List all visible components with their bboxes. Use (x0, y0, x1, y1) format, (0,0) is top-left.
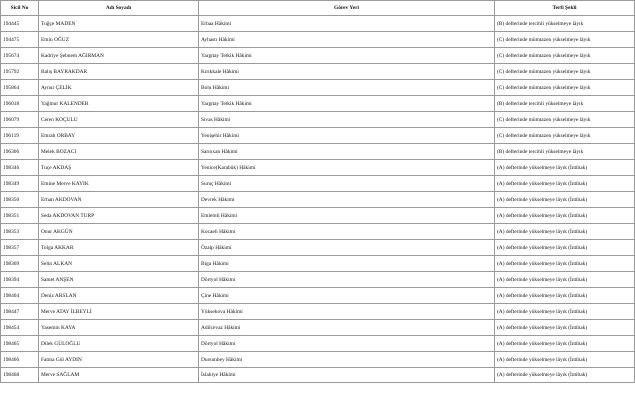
table-row (1, 336, 635, 352)
promotion-type-cell: (C) defterinde mümtazen yükselmeye lâyık (495, 48, 635, 64)
sicil-no-cell: 195674 (1, 48, 39, 64)
sicil-no-cell: 196018 (1, 96, 39, 112)
column-header-sicil: Sicil No (1, 1, 39, 16)
duty-station-cell: Devrek Hâkimi (199, 192, 495, 208)
promotion-type-cell: (A) defterinde yükselmeye lâyık (İntibak) (495, 320, 635, 336)
table-row (1, 160, 635, 176)
full-name-cell: Onur AKGÜN (39, 224, 199, 240)
full-name-cell: Ceren KOÇULU (39, 112, 199, 128)
duty-station-cell: Ayhastı Hâkimi (199, 32, 495, 48)
duty-station-cell: Dörtyol Hâkimi (199, 272, 495, 288)
full-name-cell: Kadriye Şebnem AĞIRMAN (39, 48, 199, 64)
promotion-type-cell: (C) defterinde mümtazen yükselmeye lâyık (495, 80, 635, 96)
full-name-cell: Fatma Gül AYDIN (39, 352, 199, 368)
sicil-no-cell: 196079 (1, 112, 39, 128)
duty-station-cell: Adilcevaz Hâkimi (199, 320, 495, 336)
sicil-no-cell: 198369 (1, 256, 39, 272)
duty-station-cell: Kırıkkale Hâkimi (199, 64, 495, 80)
table-row (1, 288, 635, 304)
promotion-type-cell: (A) defterinde yükselmeye lâyık (İntibak) (495, 256, 635, 272)
table-body (1, 16, 635, 383)
sicil-no-cell: 198353 (1, 224, 39, 240)
promotion-type-cell: (A) defterinde yükselmeye lâyık (İntibak) (495, 224, 635, 240)
sicil-no-cell: 198454 (1, 320, 39, 336)
duty-station-cell: Yargıtay Tetkik Hâkimi (199, 48, 495, 64)
promotion-type-cell: (A) defterinde yükselmeye lâyık (İntibak) (495, 336, 635, 352)
sicil-no-cell: 198404 (1, 288, 39, 304)
duty-station-cell: Suruç Hâkimi (199, 176, 495, 192)
sicil-no-cell: 198466 (1, 352, 39, 368)
promotion-type-cell: (A) defterinde yükselmeye lâyık (İntibak) (495, 304, 635, 320)
promotion-type-cell: (A) defterinde yükselmeye lâyık (İntibak) (495, 288, 635, 304)
table-row (1, 16, 635, 32)
promotion-type-cell: (A) defterinde yükselmeye lâyık (İntibak) (495, 352, 635, 368)
full-name-cell: Tuğçe MADEN (39, 16, 199, 32)
table-row (1, 256, 635, 272)
duty-station-cell: İslahiye Hâkimi (199, 368, 495, 383)
full-name-cell: Emrah ORBAY (39, 128, 199, 144)
table-row (1, 80, 635, 96)
full-name-cell: Emin OĞUZ (39, 32, 199, 48)
duty-station-cell: Yenice(Karabük) Hâkimi (199, 160, 495, 176)
sicil-no-cell: 198447 (1, 304, 39, 320)
promotion-type-cell: (B) defterinde tercihli yükselmeye lâyık (495, 96, 635, 112)
duty-station-cell: Yenişehir Hâkimi (199, 128, 495, 144)
table-row (1, 48, 635, 64)
promotion-type-cell: (A) defterinde yükselmeye lâyık (İntibak) (495, 240, 635, 256)
full-name-cell: Emine Merve KAYIK (39, 176, 199, 192)
sicil-no-cell: 194475 (1, 32, 39, 48)
column-header-form: Terfi Şekli (495, 1, 635, 16)
duty-station-cell: Sarıoxan Hâkimi (199, 144, 495, 160)
full-name-cell: Erhan AKDOVAN (39, 192, 199, 208)
full-name-cell: Selin ALKAN (39, 256, 199, 272)
column-header-name: Adı Soyadı (39, 1, 199, 16)
table-row (1, 320, 635, 336)
duty-station-cell: Yüksekova Hâkimi (199, 304, 495, 320)
sicil-no-cell: 194445 (1, 16, 39, 32)
table-row (1, 304, 635, 320)
sicil-no-cell: 196119 (1, 128, 39, 144)
duty-station-cell: Bolu Hâkimi (199, 80, 495, 96)
sicil-no-cell: 198351 (1, 208, 39, 224)
sicil-no-cell: 198468 (1, 368, 39, 383)
full-name-cell: Merve SAĞLAM (39, 368, 199, 383)
full-name-cell: Tolga AKKAR (39, 240, 199, 256)
sicil-no-cell: 198394 (1, 272, 39, 288)
table-header-row (1, 1, 635, 16)
duty-station-cell: Emlemli Hâkimi (199, 208, 495, 224)
table-row (1, 112, 635, 128)
duty-station-cell: Sivas Hâkimi (199, 112, 495, 128)
full-name-cell: Aynur ÇELİK (39, 80, 199, 96)
full-name-cell: Samet ANŞEN (39, 272, 199, 288)
full-name-cell: Dilek GÜLOĞLU (39, 336, 199, 352)
table-row (1, 240, 635, 256)
duty-station-cell: Çine Hâkimi (199, 288, 495, 304)
table-row (1, 128, 635, 144)
promotion-type-cell: (A) defterinde yükselmeye lâyık (İntibak) (495, 272, 635, 288)
duty-station-cell: Erbaa Hâkimi (199, 16, 495, 32)
duty-station-cell: Yargıtay Tetkik Hâkimi (199, 96, 495, 112)
promotion-type-cell: (A) defterinde yükselmeye lâyık (İntibak) (495, 176, 635, 192)
sicil-no-cell: 195792 (1, 64, 39, 80)
full-name-cell: Yağmur KALENDER (39, 96, 199, 112)
full-name-cell: Yasemin KAYA (39, 320, 199, 336)
sicil-no-cell: 196306 (1, 144, 39, 160)
promotion-type-cell: (A) defterinde yükselmeye lâyık (İntibak) (495, 192, 635, 208)
sicil-no-cell: 198350 (1, 192, 39, 208)
full-name-cell: Tuçe AKDAŞ (39, 160, 199, 176)
sicil-no-cell: 195864 (1, 80, 39, 96)
promotion-type-cell: (C) defterinde mümtazen yükselmeye lâyık (495, 32, 635, 48)
table-row (1, 64, 635, 80)
column-header-place: Görev Yeri (199, 1, 495, 16)
table-row (1, 96, 635, 112)
table-row (1, 272, 635, 288)
promotion-type-cell: (C) defterinde mümtazen yükselmeye lâyık (495, 112, 635, 128)
duty-station-cell: Dursunbey Hâkimi (199, 352, 495, 368)
sicil-no-cell: 198465 (1, 336, 39, 352)
promotion-type-cell: (B) defterinde tercihli yükselmeye lâyık (495, 16, 635, 32)
table-row (1, 176, 635, 192)
sicil-no-cell: 198357 (1, 240, 39, 256)
full-name-cell: Merve ATAY İLBEYLİ (39, 304, 199, 320)
promotion-type-cell: (A) defterinde yükselmeye lâyık (İntibak) (495, 368, 635, 383)
promotion-type-cell: (C) defterinde mümtazen yükselmeye lâyık (495, 64, 635, 80)
table-row (1, 192, 635, 208)
duty-station-cell: Kocaeli Hâkimi (199, 224, 495, 240)
sicil-no-cell: 198349 (1, 176, 39, 192)
promotion-type-cell: (A) defterinde yükselmeye lâyık (İntibak) (495, 208, 635, 224)
promotion-type-cell: (A) defterinde yükselmeye lâyık (İntibak) (495, 160, 635, 176)
full-name-cell: Seda AKDOVAN TURP (39, 208, 199, 224)
table-row (1, 368, 635, 383)
table-row (1, 32, 635, 48)
full-name-cell: Melek BOZACI (39, 144, 199, 160)
duty-station-cell: Biga Hâkimi (199, 256, 495, 272)
table-row (1, 208, 635, 224)
table-row (1, 224, 635, 240)
full-name-cell: Balış BAYRAKDAR (39, 64, 199, 80)
promotion-type-cell: (B) defterinde tercihli yükselmeye lâyık (495, 144, 635, 160)
duty-station-cell: Özalp Hâkimi (199, 240, 495, 256)
promotion-type-cell: (C) defterinde mümtazen yükselmeye lâyık (495, 128, 635, 144)
full-name-cell: Deniz ARSLAN (39, 288, 199, 304)
table-row (1, 352, 635, 368)
duty-station-cell: Dörtyol Hâkimi (199, 336, 495, 352)
sicil-no-cell: 198346 (1, 160, 39, 176)
table-row (1, 144, 635, 160)
